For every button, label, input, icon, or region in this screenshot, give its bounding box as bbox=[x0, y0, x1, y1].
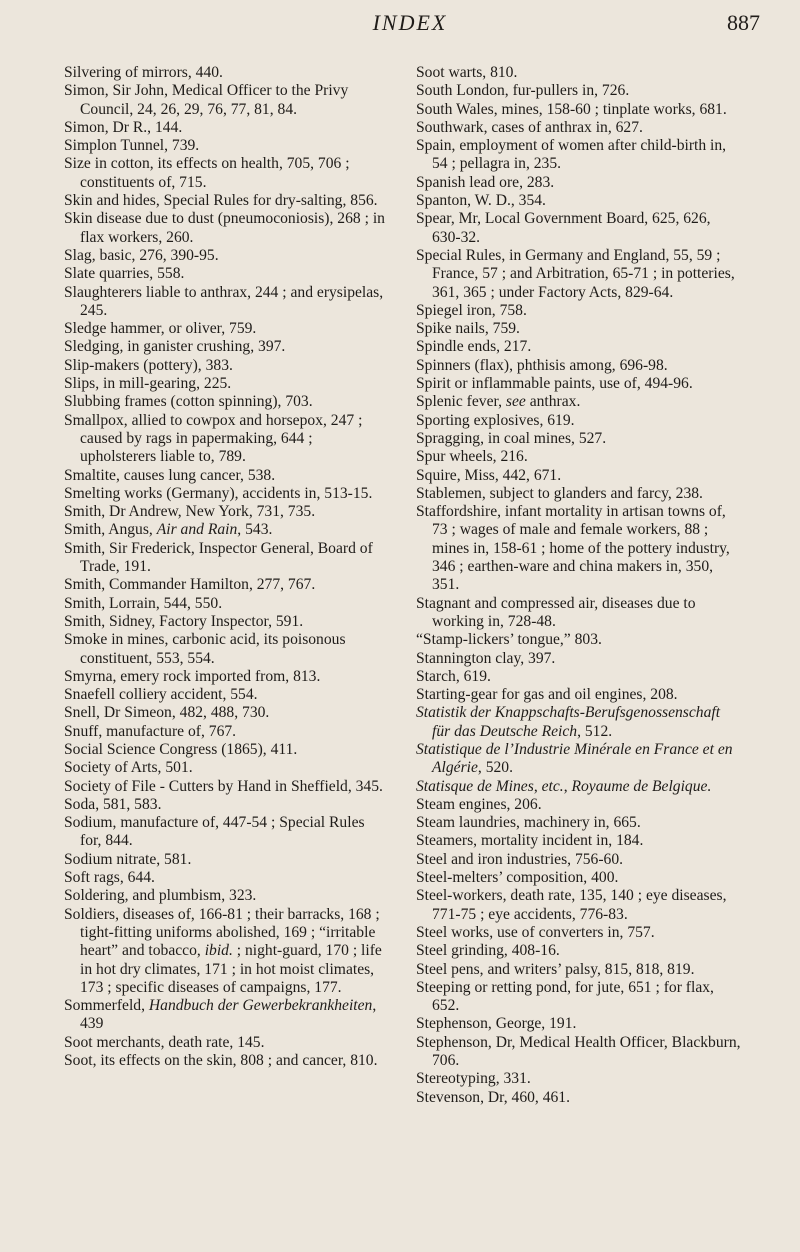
running-title: INDEX bbox=[372, 10, 448, 35]
index-entry: Slag, basic, 276, 390-95. bbox=[64, 246, 219, 264]
index-entry: Spirit or inflammable paints, use of, 494-96. bbox=[416, 375, 693, 393]
index-entry: Statisque de Mines, etc., Royaume de Belgique. bbox=[416, 777, 712, 795]
index-entry: Simon, Sir John, Medical Officer to the Privy Council, 24, 26, 29, 76, 77, 81, 84. bbox=[64, 82, 349, 118]
index-entry: Spike nails, 759. bbox=[416, 320, 520, 338]
index-entry: Stevenson, Dr, 460, 461. bbox=[416, 1088, 571, 1106]
index-entry: Staffordshire, infant mortality in artisan towns of, 73 ; wages of male and female workers, 88 ; mines in, 158-61 ; home of the pottery industry, 346 ; earthen-ware and china makers in, 350, 351. bbox=[416, 503, 730, 594]
index-entry: Smith, Lorrain, 544, 550. bbox=[64, 594, 223, 612]
index-entry: Smallpox, allied to cowpox and horsepox, 247 ; caused by rags in papermaking, 644 ; upholsterers liable to, 789. bbox=[64, 411, 363, 466]
index-entry: Stephenson, Dr, Medical Health Officer, Blackburn, 706. bbox=[416, 1033, 741, 1070]
index-entry: Stablemen, subject to glanders and farcy, 238. bbox=[416, 484, 703, 502]
index-entry: Squire, Miss, 442, 671. bbox=[416, 466, 562, 484]
index-entry: Southwark, cases of anthrax in, 627. bbox=[416, 118, 643, 136]
index-entry: Sodium, manufacture of, 447-54 ; Special Rules for, 844. bbox=[64, 814, 365, 850]
index-entry: Stephenson, George, 191. bbox=[416, 1015, 577, 1033]
index-entry: Slate quarries, 558. bbox=[64, 265, 185, 283]
index-entry: Soldering, and plumbism, 323. bbox=[64, 887, 257, 905]
index-entry: Starting-gear for gas and oil engines, 208. bbox=[416, 686, 678, 704]
index-entry: Spindle ends, 217. bbox=[416, 338, 532, 356]
index-entry: Steam engines, 206. bbox=[416, 795, 542, 813]
index-entry: Slaughterers liable to anthrax, 244 ; and erysipelas, 245. bbox=[64, 283, 384, 319]
index-entry: Smith, Angus, Air and Rain, 543. bbox=[64, 521, 273, 539]
index-entry: Snell, Dr Simeon, 482, 488, 730. bbox=[64, 704, 270, 722]
index-entry: Smith, Dr Andrew, New York, 731, 735. bbox=[64, 503, 316, 521]
index-entry: Steel pens, and writers’ palsy, 815, 818, 819. bbox=[416, 960, 695, 978]
index-entry: Soot merchants, death rate, 145. bbox=[64, 1033, 265, 1051]
index-entry: South London, fur-pullers in, 726. bbox=[416, 82, 630, 100]
index-entry: Stagnant and compressed air, diseases due to working in, 728-48. bbox=[416, 594, 696, 630]
index-entry: Statistique de l’Industrie Minérale en France et en Algérie, 520. bbox=[416, 740, 733, 777]
page-number: 887 bbox=[727, 10, 760, 35]
index-entry: Size in cotton, its effects on health, 705, 706 ; constituents of, 715. bbox=[64, 155, 350, 191]
index-entry: Snuff, manufacture of, 767. bbox=[64, 722, 237, 740]
index-entry: Soldiers, diseases of, 166-81 ; their barracks, 168 ; tight-fitting uniforms abolished, 169 ; “irritable heart” and tobacco, ibid. ; night-guard, 170 ; life in hot dry climates, 171 ; in hot moist climates, 173 ; specific diseases of campaigns, 177. bbox=[64, 905, 382, 996]
index-entry: Spear, Mr, Local Government Board, 625, 626, 630-32. bbox=[416, 210, 711, 246]
index-entry: Starch, 619. bbox=[416, 667, 491, 685]
index-entry: Snaefell colliery accident, 554. bbox=[64, 686, 258, 704]
index-entry: “Stamp-lickers’ tongue,” 803. bbox=[416, 631, 602, 649]
index-entry: South Wales, mines, 158-60 ; tinplate works, 681. bbox=[416, 100, 727, 118]
index-entry: Slip-makers (pottery), 383. bbox=[64, 356, 233, 374]
index-entry: Soot, its effects on the skin, 808 ; and cancer, 810. bbox=[64, 1052, 378, 1070]
index-entry: Steel works, use of converters in, 757. bbox=[416, 923, 655, 941]
index-entry: Silvering of mirrors, 440. bbox=[64, 64, 223, 81]
index-entry: Simplon Tunnel, 739. bbox=[64, 137, 200, 155]
index-entry: Spanish lead ore, 283. bbox=[416, 173, 555, 191]
index-entry: Society of Arts, 501. bbox=[64, 759, 193, 777]
index-entry: Stannington clay, 397. bbox=[416, 649, 556, 667]
index-entry: Sledge hammer, or oliver, 759. bbox=[64, 320, 257, 338]
index-entry: Simon, Dr R., 144. bbox=[64, 118, 183, 136]
index-entry: Smith, Commander Hamilton, 277, 767. bbox=[64, 576, 316, 594]
index-entry: Splenic fever, see anthrax. bbox=[416, 393, 581, 411]
index-entry: Spain, employment of women after child-birth in, 54 ; pellagra in, 235. bbox=[416, 137, 727, 173]
index-entry: Smelting works (Germany), accidents in, 513-15. bbox=[64, 484, 373, 502]
index-entry: Steamers, mortality incident in, 184. bbox=[416, 832, 644, 850]
index-entry: Steeping or retting pond, for jute, 651 ; for flax, 652. bbox=[416, 978, 714, 1015]
index-entry: Soot warts, 810. bbox=[416, 64, 518, 81]
index-entry: Statistik der Knappschafts-Berufsgenossenschaft für das Deutsche Reich, 512. bbox=[416, 704, 721, 740]
index-entry: Slips, in mill-gearing, 225. bbox=[64, 375, 232, 393]
index-entry: Skin disease due to dust (pneumoconiosis), 268 ; in flax workers, 260. bbox=[64, 210, 385, 246]
index-entry: Sporting explosives, 619. bbox=[416, 411, 575, 429]
index-entry: Spanton, W. D., 354. bbox=[416, 192, 546, 210]
index-entry: Smith, Sir Frederick, Inspector General, Board of Trade, 191. bbox=[64, 539, 373, 576]
index-entry: Skin and hides, Special Rules for dry-salting, 856. bbox=[64, 192, 378, 210]
index-entry: Steel-workers, death rate, 135, 140 ; eye diseases, 771-75 ; eye accidents, 776-83. bbox=[416, 887, 727, 923]
page-header bbox=[60, 10, 760, 44]
index-entry: Soda, 581, 583. bbox=[64, 795, 162, 813]
index-entry: Steam laundries, machinery in, 665. bbox=[416, 814, 641, 832]
index-entry: Smith, Sidney, Factory Inspector, 591. bbox=[64, 612, 304, 630]
index-entry: Special Rules, in Germany and England, 55, 59 ; France, 57 ; and Arbitration, 65-71 ; in potteries, 361, 365 ; under Factory Acts, 829-64. bbox=[416, 246, 735, 301]
index-column-right bbox=[416, 64, 741, 1107]
index-entry: Sledging, in ganister crushing, 397. bbox=[64, 338, 286, 356]
index-entry: Smoke in mines, carbonic acid, its poisonous constituent, 553, 554. bbox=[64, 631, 346, 667]
index-entry: Slubbing frames (cotton spinning), 703. bbox=[64, 393, 313, 411]
index-column-left bbox=[64, 64, 389, 1070]
index-entry: Sodium nitrate, 581. bbox=[64, 850, 192, 868]
index-entry: Steel grinding, 408-16. bbox=[416, 942, 560, 960]
index-entry: Spiegel iron, 758. bbox=[416, 301, 527, 319]
index-entry: Stereotyping, 331. bbox=[416, 1070, 531, 1088]
index-entry: Sommerfeld, Handbuch der Gewerbekrankheiten, 439 bbox=[64, 997, 377, 1033]
index-entry: Steel-melters’ composition, 400. bbox=[416, 869, 619, 887]
index-entry: Spragging, in coal mines, 527. bbox=[416, 429, 607, 447]
index-entry: Spinners (flax), phthisis among, 696-98. bbox=[416, 356, 668, 374]
index-entry: Society of File - Cutters by Hand in Sheffield, 345. bbox=[64, 777, 383, 795]
index-entry: Soft rags, 644. bbox=[64, 869, 155, 887]
index-entry: Spur wheels, 216. bbox=[416, 448, 528, 466]
index-entry: Smyrna, emery rock imported from, 813. bbox=[64, 667, 321, 685]
index-entry: Steel and iron industries, 756-60. bbox=[416, 850, 624, 868]
index-entry: Social Science Congress (1865), 411. bbox=[64, 740, 298, 758]
index-entry: Smaltite, causes lung cancer, 538. bbox=[64, 466, 276, 484]
